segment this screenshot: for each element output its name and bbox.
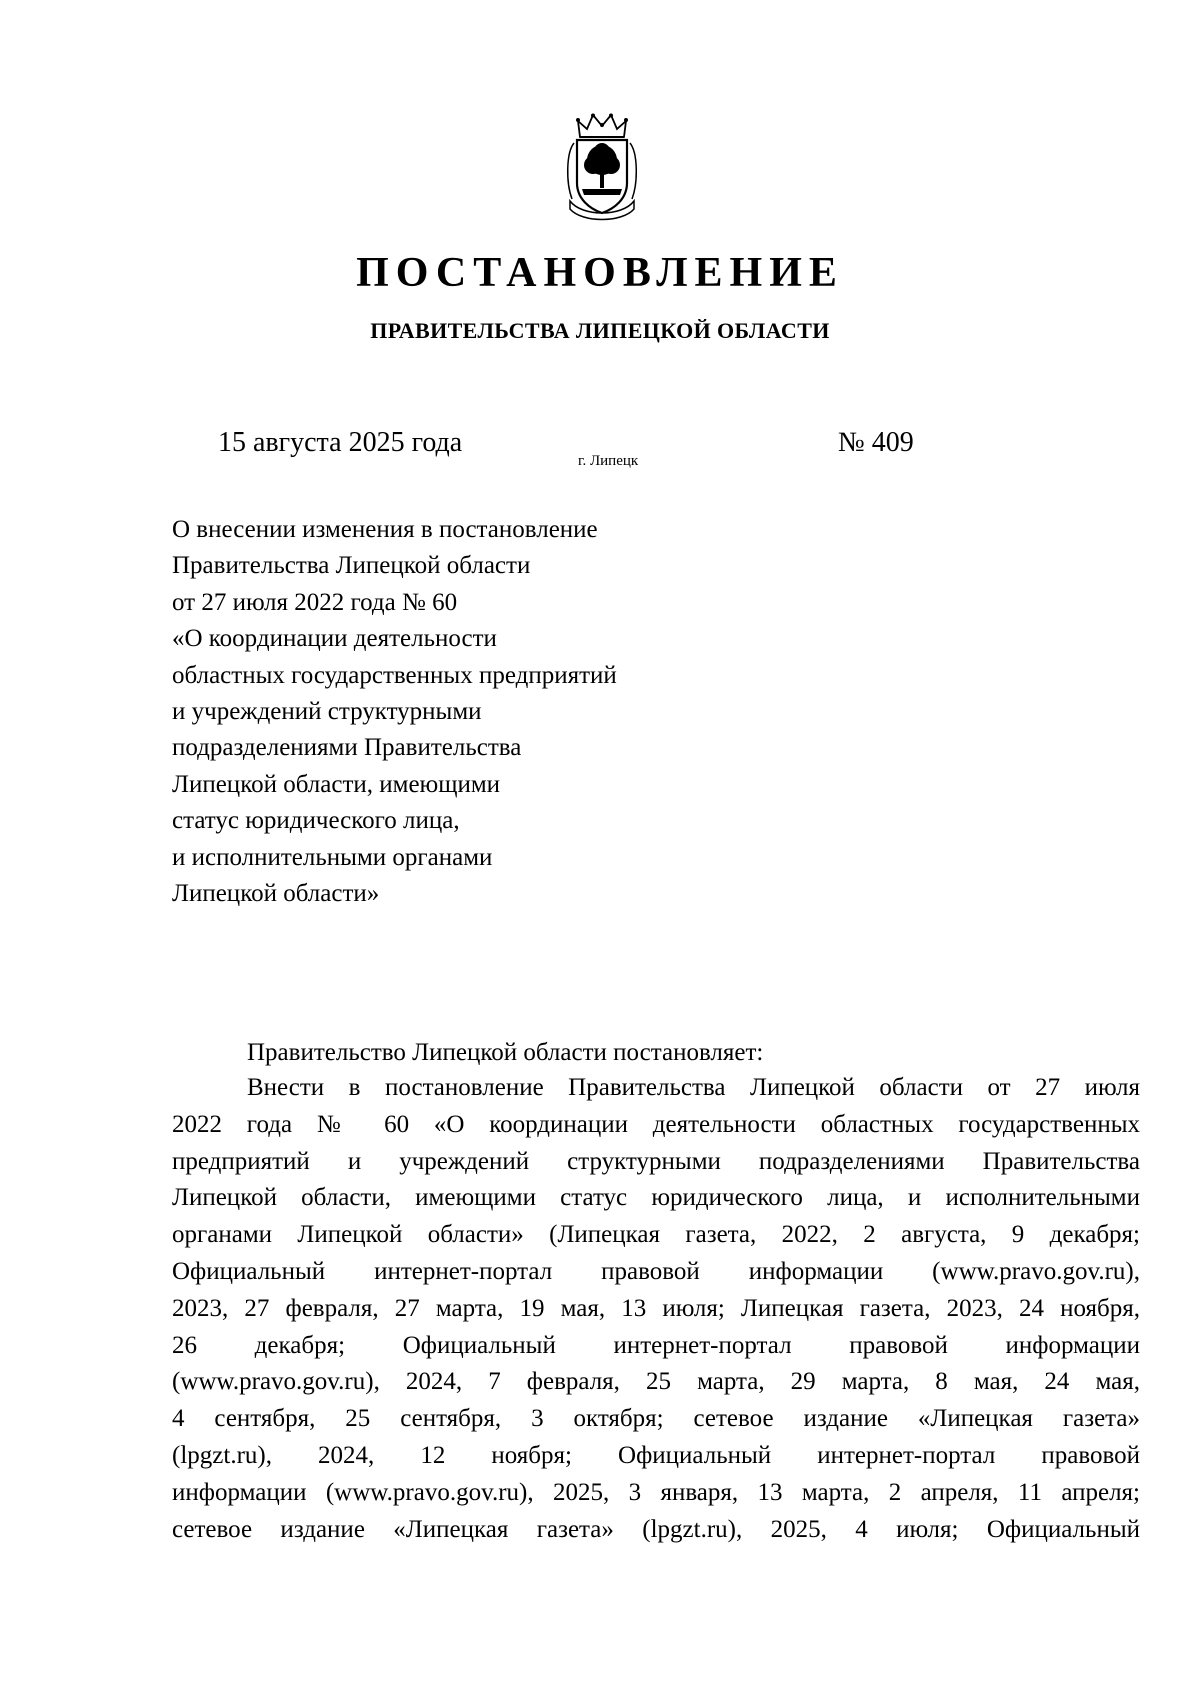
body-line: 2022 года № 60 «О координации деятельности областных государственных (172, 1110, 1140, 1138)
subject-line: от 27 июля 2022 года № 60 (172, 588, 458, 616)
body-line: Внести в постановление Правительства Липецкой области от 27 июля (247, 1074, 1140, 1101)
document-title: ПОСТАНОВЛЕНИЕ (356, 250, 844, 296)
subject-line: Правительства Липецкой области (172, 552, 531, 580)
body-line: информации (www.pravo.gov.ru), 2025, 3 января, 13 марта, 2 апреля, 11 апреля; (172, 1478, 1140, 1506)
body-line: 2023, 27 февраля, 27 марта, 19 мая, 13 июля; Липецкая газета, 2023, 24 ноября, (172, 1294, 1140, 1322)
body-line: Липецкой области, имеющими статус юридического лица, и исполнительными (172, 1184, 1140, 1212)
document-subject (172, 512, 617, 912)
body-line: органами Липецкой области» (Липецкая газета, 2022, 2 августа, 9 декабря; (172, 1221, 1140, 1249)
body-line: (lpgzt.ru), 2024, 12 ноября; Официальный интернет-портал правовой (172, 1441, 1140, 1469)
subject-line: и учреждений структурными (172, 698, 482, 726)
document-date: 15 августа 2025 года (218, 427, 463, 458)
body-line: Официальный интернет-портал правовой информации (www.pravo.gov.ru), (172, 1257, 1140, 1285)
body-paragraph (172, 1070, 1140, 1548)
subject-line: Липецкой области, имеющими (172, 770, 501, 798)
subject-line: и исполнительными органами (172, 843, 493, 871)
document-city: г. Липецк (578, 453, 639, 469)
subject-line: Липецкой области» (172, 880, 380, 908)
lipetsk-coat-of-arms-icon (562, 113, 642, 223)
body-intro: Правительство Липецкой области постановляет: (247, 1039, 764, 1066)
body-line: сетевое издание «Липецкая газета» (lpgzt.ru), 2025, 4 июля; Официальный (172, 1515, 1140, 1543)
subject-line: «О координации деятельности (172, 625, 497, 653)
document-issuer: ПРАВИТЕЛЬСТВА ЛИПЕЦКОЙ ОБЛАСТИ (370, 318, 830, 343)
body-line: предприятий и учреждений структурными подразделениями Правительства (172, 1147, 1140, 1175)
subject-line: подразделениями Правительства (172, 734, 522, 762)
body-line: 26 декабря; Официальный интернет-портал правовой информации (172, 1331, 1140, 1359)
body-line: 4 сентября, 25 сентября, 3 октября; сетевое издание «Липецкая газета» (172, 1405, 1140, 1433)
subject-line: О внесении изменения в постановление (172, 516, 598, 543)
document-number: № 409 (838, 427, 914, 458)
subject-line: областных государственных предприятий (172, 661, 617, 689)
subject-line: статус юридического лица, (172, 807, 460, 835)
body-line: (www.pravo.gov.ru), 2024, 7 февраля, 25 марта, 29 марта, 8 мая, 24 мая, (172, 1368, 1140, 1396)
